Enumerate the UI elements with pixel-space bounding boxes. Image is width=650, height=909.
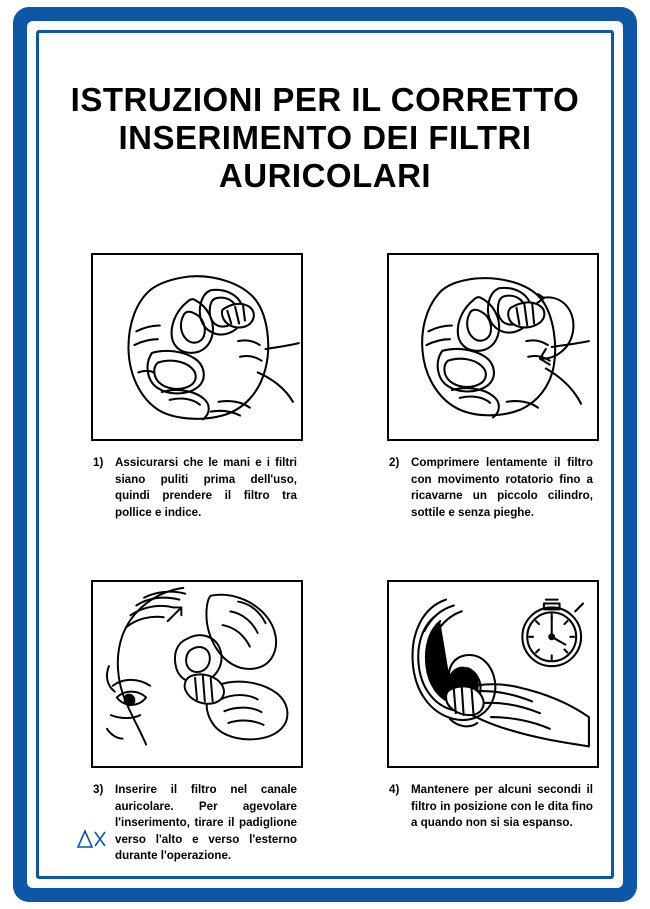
- step-3-caption: [67, 782, 329, 865]
- step-3-number: 3): [93, 783, 104, 796]
- step-2-caption: [363, 455, 625, 521]
- page-title: [67, 81, 583, 195]
- title-line-1: ISTRUZIONI PER IL CORRETTO: [70, 81, 580, 118]
- instruction-grid: [67, 253, 625, 865]
- step-4-illustration: [387, 580, 599, 768]
- step-1-text: Assicurarsi che le mani e i filtri siano puliti prima dell'uso, quindi prendere il filtro tra pollice e indice.: [115, 456, 297, 519]
- instruction-step-1: [67, 253, 329, 521]
- step-1-caption: [67, 455, 329, 521]
- sign-plate: [13, 7, 637, 902]
- sign-face: [27, 21, 623, 888]
- instruction-row: [67, 253, 625, 521]
- instruction-step-2: [363, 253, 625, 521]
- step-1-illustration: [91, 253, 303, 441]
- step-2-number: 2): [389, 456, 400, 469]
- instruction-step-4: [363, 580, 625, 865]
- step-3-illustration: [91, 580, 303, 768]
- step-4-number: 4): [389, 783, 400, 796]
- step-4-text: Mantenere per alcuni secondi il filtro in posizione con le dita fino a quando non si sia espanso.: [411, 783, 593, 829]
- instruction-step-3: [67, 580, 329, 865]
- instruction-row: [67, 580, 625, 865]
- step-2-text: Comprimere lentamente il filtro con movimento rotatorio fino a ricavarne un piccolo cilindro, sottile e senza pieghe.: [411, 456, 593, 519]
- step-4-caption: [363, 782, 625, 832]
- step-1-number: 1): [93, 456, 104, 469]
- manufacturer-logo: [75, 826, 109, 852]
- step-2-illustration: [387, 253, 599, 441]
- title-line-2: INSERIMENTO DEI FILTRI: [118, 119, 532, 156]
- step-3-text: Inserire il filtro nel canale auricolare. Per agevolare l'inserimento, tirare il padiglione verso l'alto e verso l'esterno durante l'operazione.: [115, 783, 297, 862]
- title-line-3: AURICOLARI: [218, 157, 432, 194]
